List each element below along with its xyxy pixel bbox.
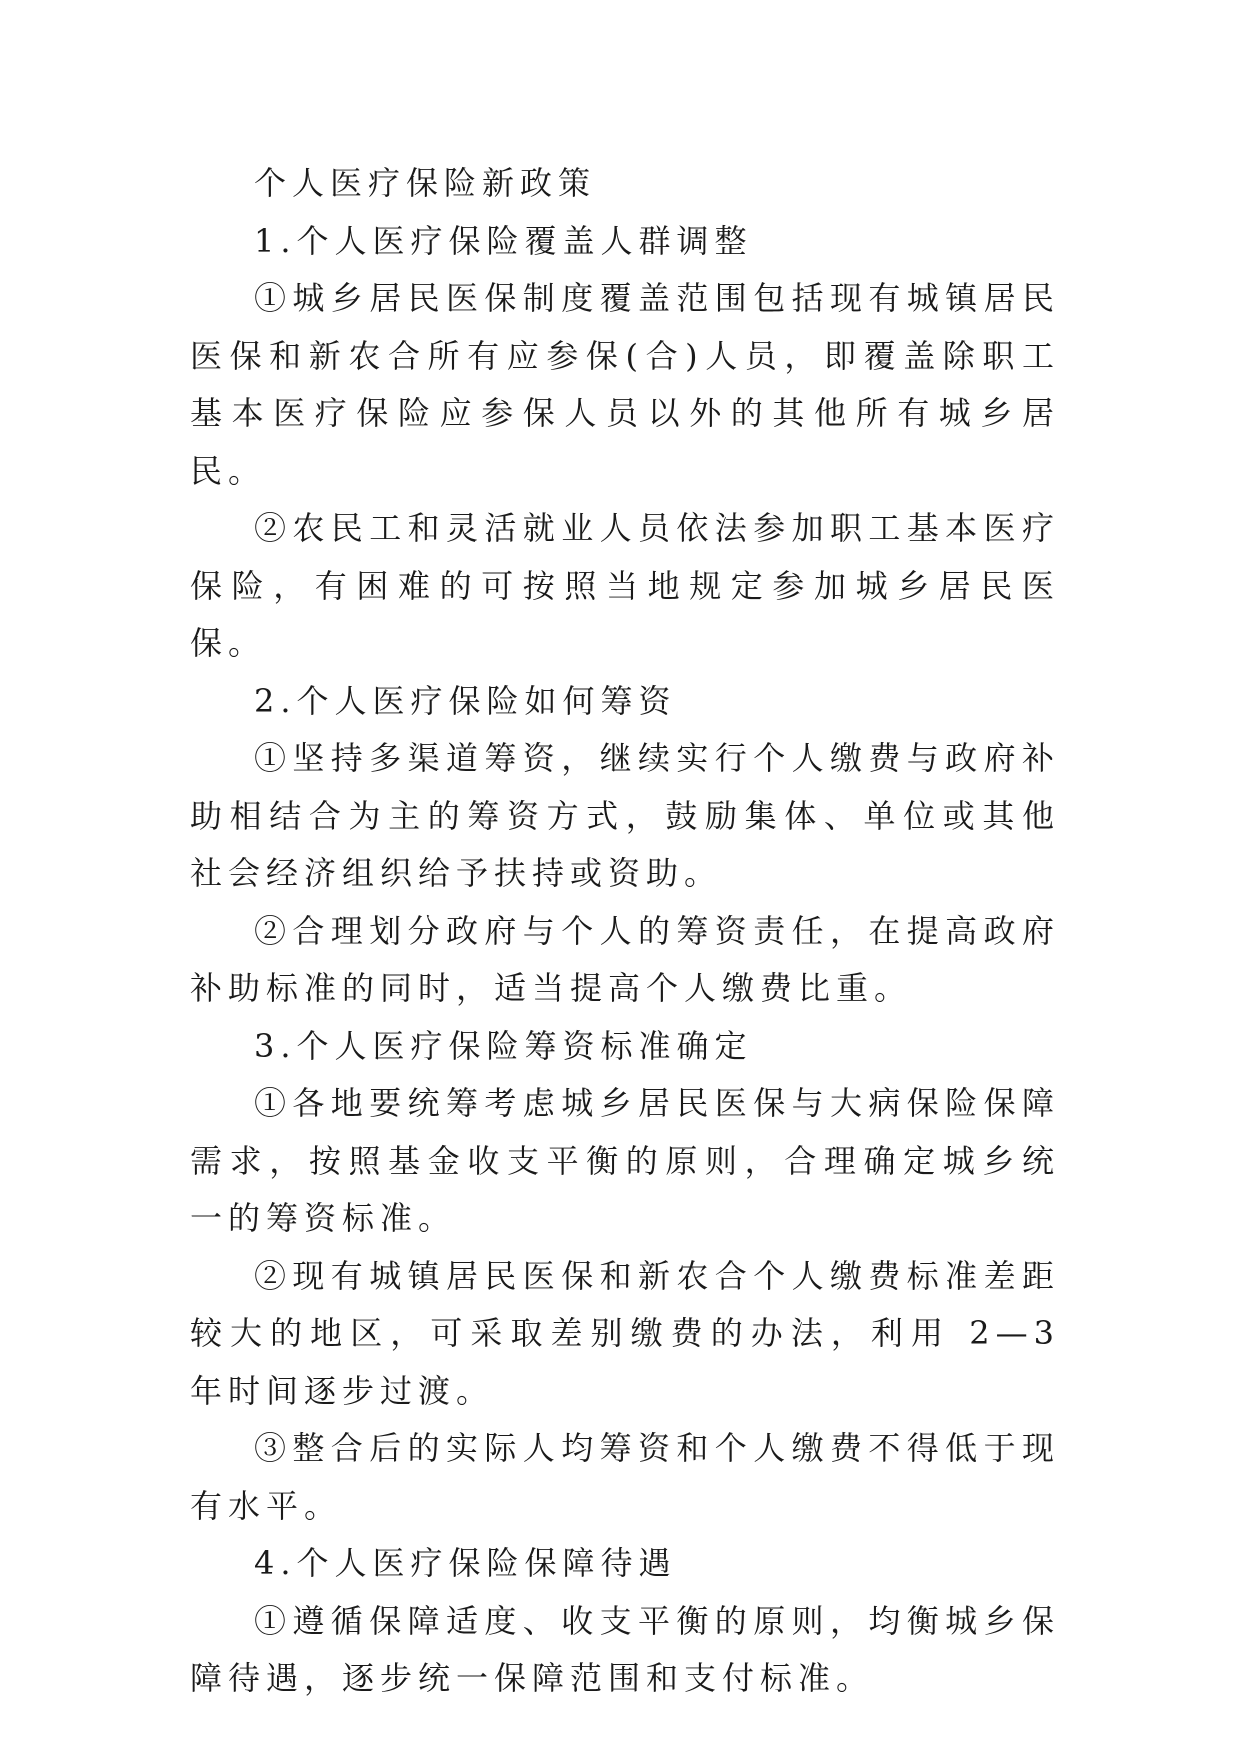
paragraph: ①坚持多渠道筹资，继续实行个人缴费与政府补助相结合为主的筹资方式，鼓励集体、单位或其他社会经济组织给予扶持或资助。 (190, 739, 1060, 892)
paragraph: ③整合后的实际人均筹资和个人缴费不得低于现有水平。 (190, 1429, 1060, 1525)
document-title: 个人医疗保险新政策 (254, 164, 597, 202)
paragraph: ②合理划分政府与个人的筹资责任，在提高政府补助标准的同时，适当提高个人缴费比重。 (190, 911, 1060, 1007)
section-heading: 1.个人医疗保险覆盖人群调整 (254, 221, 753, 260)
paragraph: ①遵循保障适度、收支平衡的原则，均衡城乡保障待遇，逐步统一保障范围和支付标准。 (190, 1601, 1060, 1697)
section-heading: 3.个人医疗保险筹资标准确定 (254, 1026, 753, 1065)
paragraph: ①城乡居民医保制度覆盖范围包括现有城镇居民医保和新农合所有应参保(合)人员，即覆盖除职工基本医疗保险应参保人员以外的其他所有城乡居民。 (190, 279, 1060, 490)
paragraph: ②现有城镇居民医保和新农合个人缴费标准差距较大的地区，可采取差别缴费的办法，利用 2—3 年时间逐步过渡。 (190, 1256, 1060, 1410)
document-body (190, 155, 1060, 1708)
section-heading: 4.个人医疗保险保障待遇 (254, 1544, 677, 1582)
section-heading: 2.个人医疗保险如何筹资 (254, 681, 677, 720)
paragraph: ②农民工和灵活就业人员依法参加职工基本医疗保险，有困难的可按照当地规定参加城乡居民医保。 (190, 509, 1060, 662)
paragraph: ①各地要统筹考虑城乡居民医保与大病保险保障需求，按照基金收支平衡的原则，合理确定城乡统一的筹资标准。 (190, 1084, 1060, 1237)
